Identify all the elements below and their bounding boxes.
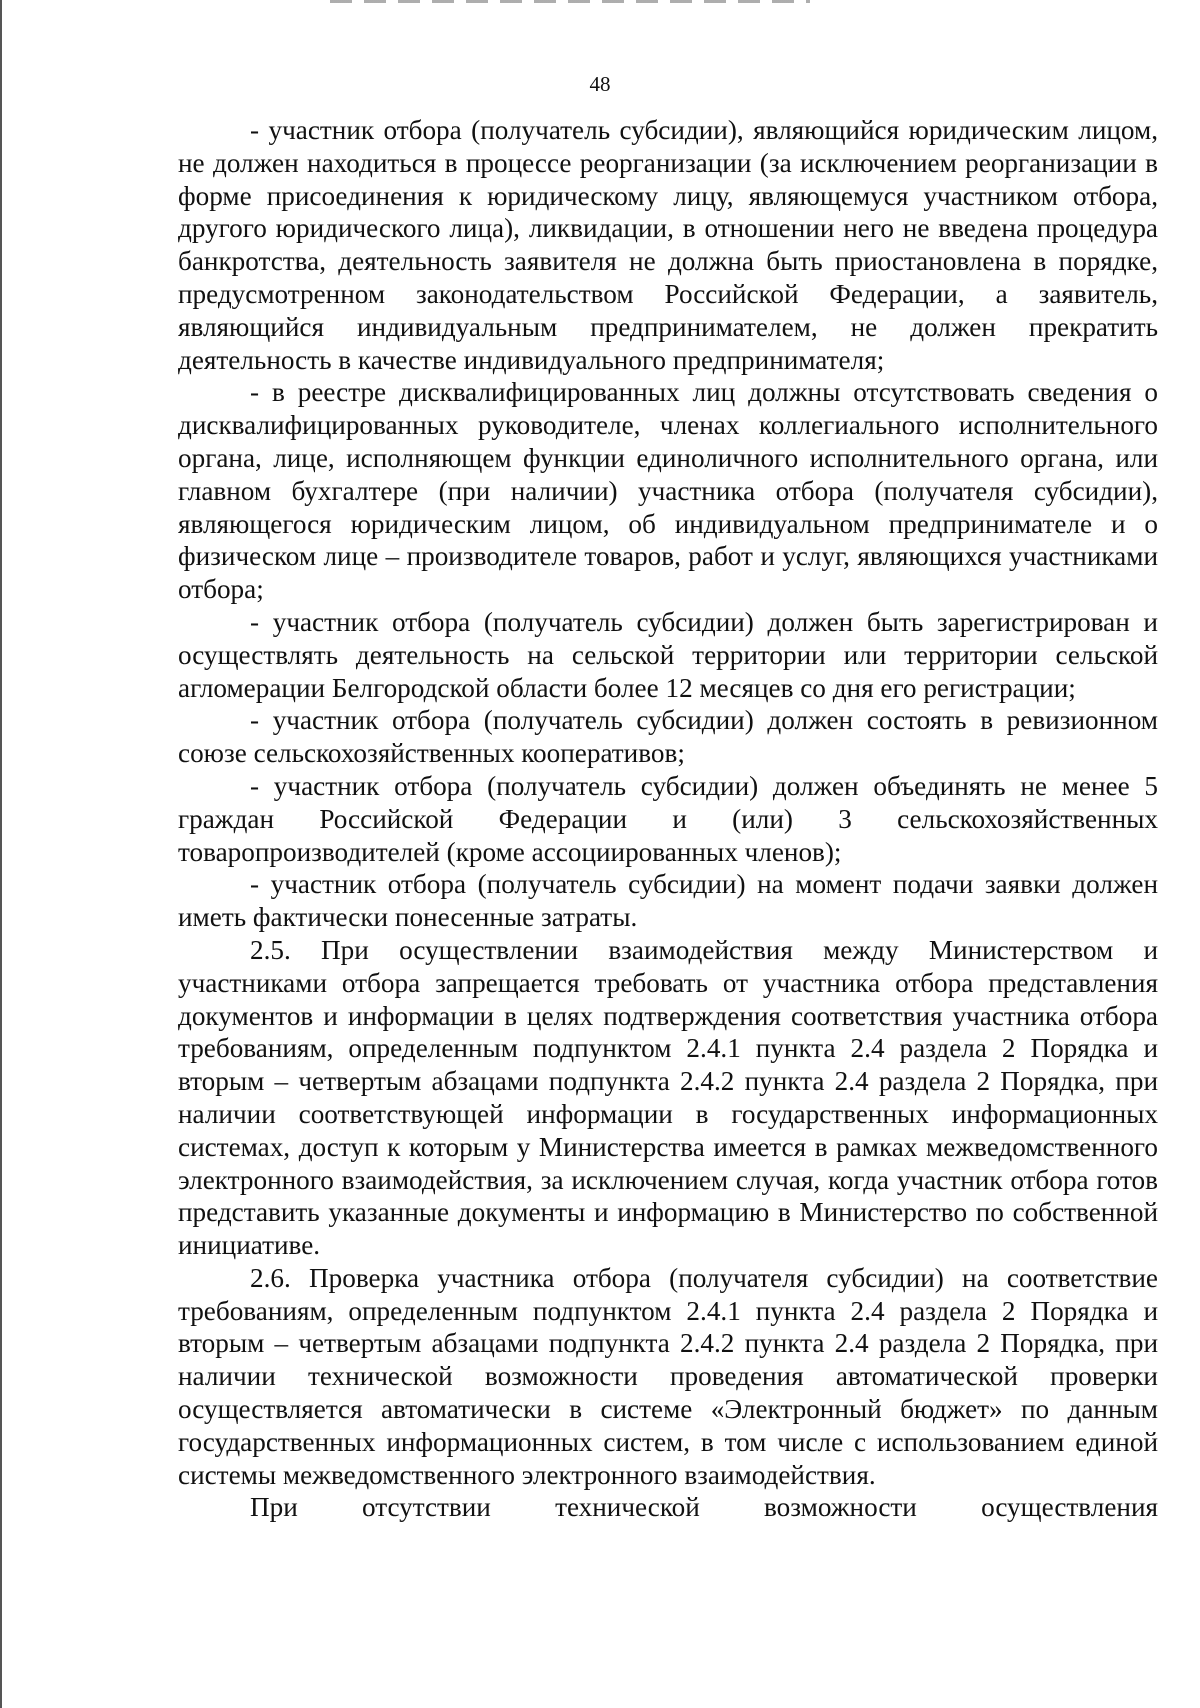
paragraph-requirement-registration: - участник отбора (получатель субсидии) должен быть зарегистрирован и осуществлять деятельность на сельской территории или территории сельской агломерации Белгородской области более 12 месяцев со дня его регистрации; xyxy=(178,606,1158,703)
scan-edge xyxy=(0,0,2,1708)
document-body xyxy=(178,114,1158,1524)
paragraph-continuation: При отсутствии технической возможности осуществления xyxy=(250,1492,1158,1523)
paragraph-requirement-disqualified-persons: - в реестре дисквалифицированных лиц должны отсутствовать сведения о дисквалифицированных руководителе, членах коллегиального исполнительного органа, лице, исполняющем функции единоличного исполнительного органа, или главном бухгалтере (при наличии) участника отбора (получателя субсидии), являющегося юридическим лицом, об индивидуальном предпринимателе и о физическом лице – производителе товаров, работ и услуг, являющихся участниками отбора; xyxy=(178,377,1158,605)
paragraph-section-2-6: 2.6. Проверка участника отбора (получателя субсидии) на соответствие требованиям, определенным подпунктом 2.4.1 пункта 2.4 раздела 2 Порядка и вторым – четвертым абзацами подпункта 2.4.2 пункта 2.4 раздела 2 Порядка, при наличии технической возможности проведения автоматической проверки осуществляется автоматически в системе «Электронный бюджет» по данным государственных информационных систем, в том числе с использованием единой системы межведомственного электронного взаимодействия. xyxy=(178,1262,1158,1490)
scan-artifact xyxy=(330,0,810,3)
page-number: 48 xyxy=(589,72,611,96)
paragraph-requirement-reorganization: - участник отбора (получатель субсидии), являющийся юридическим лицом, не должен находиться в процессе реорганизации (за исключением реорганизации в форме присоединения к юридическому лицу, являющемуся участником отбора, другого юридического лица), ликвидации, в отношении него не введена процедура банкротства, деятельность заявителя не должна быть приостановлена в порядке, предусмотренном законодательством Российской Федерации, а заявитель, являющийся индивидуальным предпринимателем, не должен прекратить деятельность в качестве индивидуального предпринимателя; xyxy=(178,115,1158,375)
paragraph-requirement-audit-union: - участник отбора (получатель субсидии) должен состоять в ревизионном союзе сельскохозяйственных кооперативов; xyxy=(178,705,1158,769)
paragraph-section-2-5: 2.5. При осуществлении взаимодействия между Министерством и участниками отбора запрещается требовать от участника отбора представления документов и информации в целях подтверждения соответствия участника отбора требованиям, определенным подпунктом 2.4.1 пункта 2.4 раздела 2 Порядка и вторым – четвертым абзацами подпункта 2.4.2 пункта 2.4 раздела 2 Порядка, при наличии соответствующей информации в государственных информационных системах, доступ к которым у Министерства имеется в рамках межведомственного электронного взаимодействия, за исключением случая, когда участник отбора готов представить указанные документы и информацию в Министерство по собственной инициативе. xyxy=(178,934,1158,1261)
paragraph-requirement-costs: - участник отбора (получатель субсидии) на момент подачи заявки должен иметь фактически понесенные затраты. xyxy=(178,869,1158,933)
paragraph-requirement-membership: - участник отбора (получатель субсидии) должен объединять не менее 5 граждан Российской Федерации и (или) 3 сельскохозяйственных товаропроизводителей (кроме ассоциированных членов); xyxy=(178,770,1158,867)
